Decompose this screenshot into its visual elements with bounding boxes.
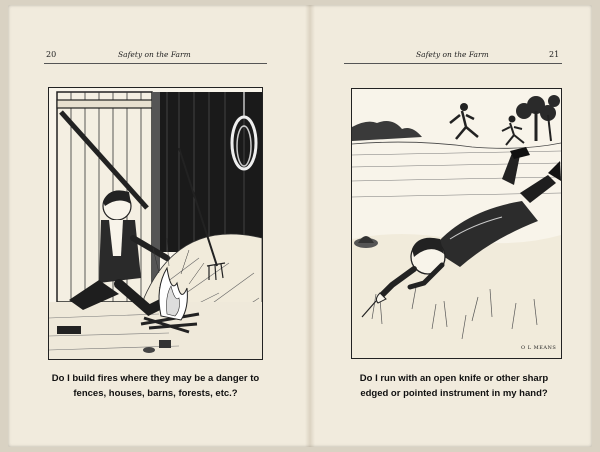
right-page-number: 21 [549, 50, 560, 59]
left-caption-line-2: fences, houses, barns, forests, etc.? [73, 388, 238, 399]
right-page [315, 5, 592, 447]
left-page-number: 20 [46, 50, 57, 59]
left-caption-line-1: Do I build fires where they may be a danger to [51, 373, 260, 384]
left-page [8, 5, 305, 447]
knife-running-illustration [351, 88, 562, 359]
right-running-head: Safety on the Farm [416, 50, 489, 59]
right-caption-line-1: Do I run with an open knife or other sharp [359, 373, 549, 384]
right-caption-line-2: edged or pointed instrument in my hand? [360, 388, 548, 399]
left-caption [44, 371, 267, 401]
right-caption [344, 371, 564, 401]
right-header-rule [344, 63, 562, 64]
fire-near-barn-illustration [48, 87, 263, 360]
knife-running-drawing [352, 89, 561, 358]
left-running-head: Safety on the Farm [118, 50, 191, 59]
fire-near-barn-drawing [49, 88, 262, 359]
book-gutter [305, 5, 315, 447]
artist-signature: O L MEANS [521, 345, 557, 351]
book-spread [8, 5, 592, 447]
left-header-rule [44, 63, 267, 64]
